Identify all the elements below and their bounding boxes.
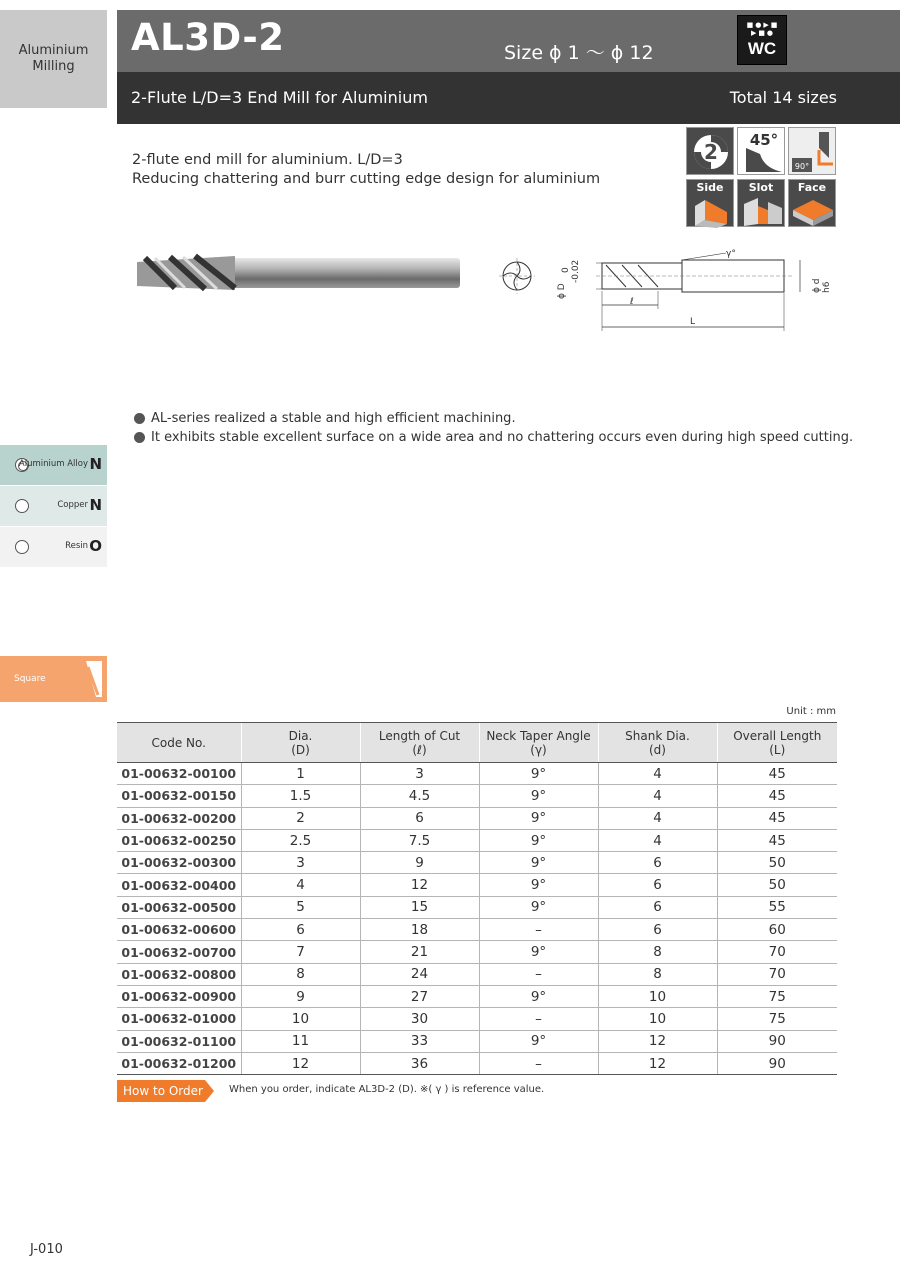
table-cell: 3 [241, 852, 360, 874]
table-cell: 45 [717, 807, 837, 829]
table-cell: 01-00632-00150 [117, 785, 241, 807]
overall-length-label: L [690, 317, 696, 327]
face-milling-icon [788, 179, 836, 227]
table-row [117, 985, 837, 1007]
table-cell: 75 [717, 1008, 837, 1030]
table-cell: 5 [241, 896, 360, 918]
table-cell: 10 [598, 985, 717, 1007]
table-cell: – [479, 963, 598, 985]
how-to-order-badge [117, 1080, 213, 1102]
table-cell: 45 [717, 763, 837, 785]
table-cell: 7 [241, 941, 360, 963]
table-cell: 4 [598, 829, 717, 851]
table-cell: 10 [598, 1008, 717, 1030]
col-header-shank-dia: Shank Dia. (d) [598, 723, 717, 763]
table-cell: 01-00632-00800 [117, 963, 241, 985]
table-row [117, 829, 837, 851]
material-name: Resin [65, 541, 88, 551]
table-cell: 11 [241, 1030, 360, 1052]
table-cell: 75 [717, 985, 837, 1007]
length-of-cut-label: ℓ [630, 297, 634, 307]
face-label: Face [797, 181, 827, 194]
table-cell: 4.5 [360, 785, 479, 807]
shank-dia-label: ϕ d h6 [812, 278, 832, 293]
end-mill-photo [135, 248, 465, 298]
corner-angle-icon [788, 127, 836, 175]
table-cell: 45 [717, 829, 837, 851]
size-range: Size ϕ 1 ～ ϕ 12 [504, 42, 654, 64]
table-cell: 9 [360, 852, 479, 874]
table-cell: 9° [479, 874, 598, 896]
table-cell: 70 [717, 963, 837, 985]
table-row [117, 1008, 837, 1030]
table-cell: – [479, 1008, 598, 1030]
table-row [117, 1052, 837, 1074]
table-cell: 6 [598, 896, 717, 918]
how-to-order-label: How to Order [117, 1080, 205, 1102]
table-row [117, 1030, 837, 1052]
table-cell: – [479, 919, 598, 941]
col-header-neck-taper: Neck Taper Angle (γ) [479, 723, 598, 763]
col-header-dia: Dia. (D) [241, 723, 360, 763]
table-cell: 01-00632-00700 [117, 941, 241, 963]
table-cell: 01-00632-00500 [117, 896, 241, 918]
table-cell: 10 [241, 1008, 360, 1030]
bullet-item: It exhibits stable excellent surface on a wide area and no chattering occurs even during high speed cutting. [134, 428, 853, 447]
description-line: Reducing chattering and burr cutting edge design for aluminium [132, 171, 601, 187]
table-row [117, 763, 837, 785]
table-cell: 30 [360, 1008, 479, 1030]
table-cell: 6 [598, 874, 717, 896]
reference-note: ※( γ ) is reference value. [420, 1084, 545, 1095]
table-cell: 70 [717, 941, 837, 963]
table-cell: 4 [598, 763, 717, 785]
good-rating-icon [15, 499, 29, 513]
table-cell: 01-00632-00400 [117, 874, 241, 896]
wc-material-badge [737, 15, 787, 65]
good-rating-icon [15, 540, 29, 554]
tolerance-upper: 0 [561, 267, 571, 273]
table-cell: 33 [360, 1030, 479, 1052]
table-cell: 9° [479, 1030, 598, 1052]
table-row [117, 852, 837, 874]
table-cell: 7.5 [360, 829, 479, 851]
table-cell: 9° [479, 985, 598, 1007]
material-grade: N [89, 455, 102, 473]
header-bottom-bar [117, 72, 900, 124]
table-cell: 12 [241, 1052, 360, 1074]
table-cell: 6 [360, 807, 479, 829]
material-row-aluminium [0, 445, 107, 485]
col-header-code: Code No. [117, 723, 241, 763]
table-cell: 90 [717, 1030, 837, 1052]
table-cell: 2 [241, 807, 360, 829]
table-cell: 01-00632-00250 [117, 829, 241, 851]
material-row-copper [0, 486, 107, 526]
square-end-mill-icon [84, 659, 104, 699]
table-cell: 01-00632-01000 [117, 1008, 241, 1030]
table-cell: 36 [360, 1052, 479, 1074]
feature-icons [686, 127, 837, 228]
material-row-resin [0, 527, 107, 567]
table-cell: 8 [598, 941, 717, 963]
table-cell: 01-00632-00300 [117, 852, 241, 874]
table-cell: 2.5 [241, 829, 360, 851]
how-to-order-text: When you order, indicate AL3D-2 (D). [229, 1084, 417, 1095]
side-label: Side [696, 181, 724, 194]
table-cell: 9° [479, 852, 598, 874]
table-cell: 3 [360, 763, 479, 785]
table-cell: 9° [479, 785, 598, 807]
table-cell: 9° [479, 807, 598, 829]
table-row [117, 963, 837, 985]
table-row [117, 919, 837, 941]
col-header-overall-length: Overall Length (L) [717, 723, 837, 763]
table-cell: 6 [241, 919, 360, 941]
table-cell: 6 [598, 852, 717, 874]
description-line: 2-flute end mill for aluminium. L/D=3 [132, 152, 403, 168]
table-cell: 45 [717, 785, 837, 807]
flute-count-icon [686, 127, 734, 175]
unit-label: Unit : mm [786, 706, 836, 717]
dia-label: ϕ D [557, 283, 567, 299]
table-cell: 8 [598, 963, 717, 985]
table-cell: 4 [598, 807, 717, 829]
table-cell: 12 [598, 1052, 717, 1074]
product-title: AL3D-2 [131, 16, 285, 59]
table-cell: 1.5 [241, 785, 360, 807]
tolerance-lower: -0.02 [571, 259, 581, 283]
table-cell: – [479, 1052, 598, 1074]
table-cell: 9° [479, 829, 598, 851]
material-name: Copper [57, 500, 88, 510]
table-cell: 6 [598, 919, 717, 941]
side-milling-icon [686, 179, 734, 227]
section-tab-label: Aluminium Milling [18, 43, 89, 74]
total-sizes: Total 14 sizes [729, 88, 837, 107]
table-row [117, 896, 837, 918]
feature-bullets [134, 409, 853, 447]
table-cell: 9° [479, 763, 598, 785]
table-cell: 18 [360, 919, 479, 941]
slot-milling-icon [737, 179, 785, 227]
corner-angle-value: 90° [794, 162, 810, 171]
table-row [117, 785, 837, 807]
table-cell: 90 [717, 1052, 837, 1074]
square-label: Square [14, 674, 46, 684]
table-cell: 55 [717, 896, 837, 918]
table-cell: 01-00632-01200 [117, 1052, 241, 1074]
product-description [132, 151, 600, 189]
table-cell: 4 [598, 785, 717, 807]
table-cell: 12 [360, 874, 479, 896]
table-cell: 9° [479, 941, 598, 963]
table-cell: 01-00632-00200 [117, 807, 241, 829]
table-cell: 4 [241, 874, 360, 896]
end-view-drawing [497, 256, 537, 300]
table-row [117, 807, 837, 829]
table-cell: 1 [241, 763, 360, 785]
material-name: Aluminium Alloy [18, 459, 88, 469]
table-cell: 24 [360, 963, 479, 985]
gamma-label: γ° [726, 249, 736, 259]
bullet-item: AL-series realized a stable and high efficient machining. [134, 409, 853, 428]
flute-number: 2 [704, 140, 718, 164]
page-number: J-010 [30, 1242, 63, 1257]
table-cell: 50 [717, 874, 837, 896]
table-cell: 9 [241, 985, 360, 1007]
dimension-drawing [556, 247, 836, 341]
spec-table [117, 722, 837, 1075]
table-cell: 01-00632-00100 [117, 763, 241, 785]
table-cell: 21 [360, 941, 479, 963]
table-row [117, 874, 837, 896]
table-cell: 01-00632-00900 [117, 985, 241, 1007]
slot-label: Slot [748, 181, 774, 194]
wc-label: WC [747, 39, 777, 58]
col-header-length-of-cut: Length of Cut (ℓ) [360, 723, 479, 763]
table-cell: 15 [360, 896, 479, 918]
table-cell: 8 [241, 963, 360, 985]
table-cell: 01-00632-01100 [117, 1030, 241, 1052]
material-grade: O [89, 537, 102, 555]
header-top-bar [117, 10, 900, 72]
helix-angle-icon [737, 127, 785, 175]
arrow-right-icon [205, 1080, 214, 1102]
table-cell: 27 [360, 985, 479, 1007]
table-cell: 9° [479, 896, 598, 918]
section-tab [0, 10, 107, 108]
table-cell: 60 [717, 919, 837, 941]
square-type-tab [0, 656, 107, 702]
product-subtitle: 2-Flute L/D=3 End Mill for Aluminium [131, 88, 428, 107]
helix-value: 45° [749, 131, 779, 149]
material-grade: N [89, 496, 102, 514]
carbide-grain-icon: ■●▶■ ▶■● [746, 21, 780, 37]
table-cell: 12 [598, 1030, 717, 1052]
table-header-row [117, 723, 837, 763]
table-cell: 01-00632-00600 [117, 919, 241, 941]
table-row [117, 941, 837, 963]
table-cell: 50 [717, 852, 837, 874]
